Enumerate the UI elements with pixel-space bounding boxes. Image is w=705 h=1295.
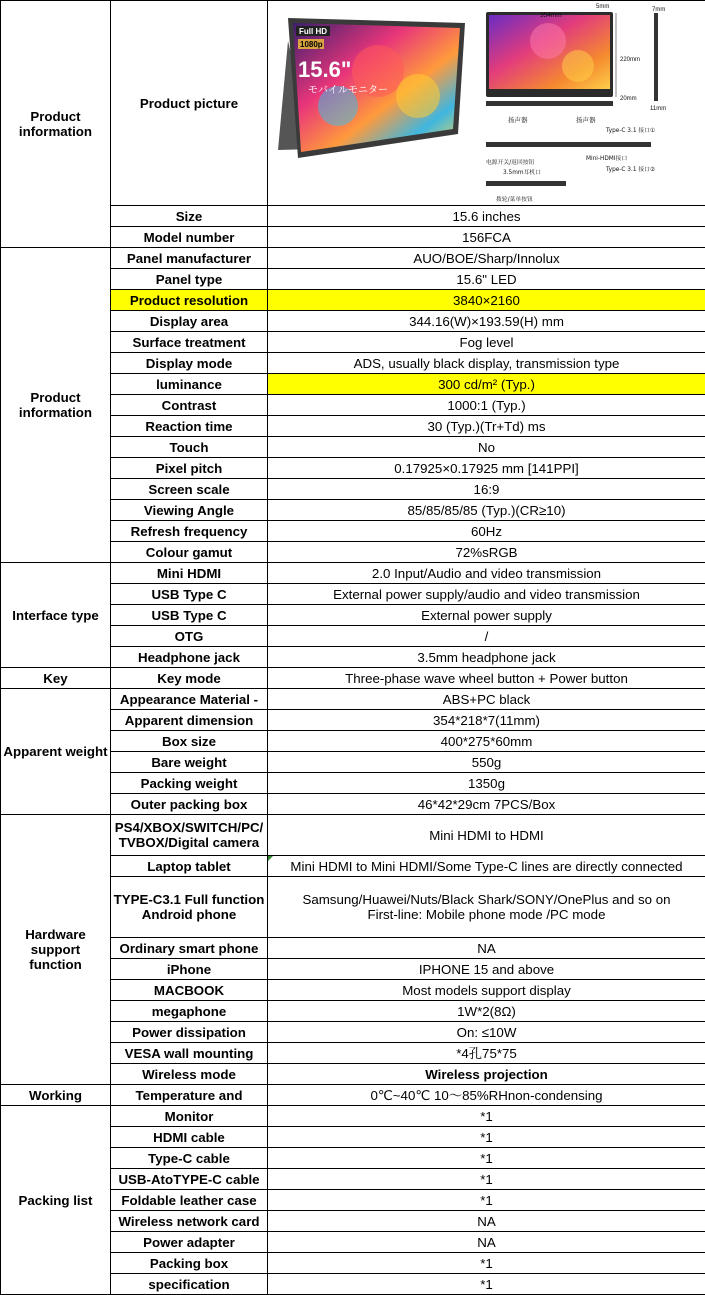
param-label-highlight: Product resolution: [111, 290, 268, 311]
param-label: Mini HDMI: [111, 563, 268, 584]
param-value: *1: [268, 1274, 705, 1295]
svg-text:5mm: 5mm: [596, 4, 609, 10]
param-value: 1000:1 (Typ.): [268, 395, 705, 416]
param-value: *1: [268, 1127, 705, 1148]
param-label: Wireless projection: [268, 1064, 705, 1085]
param-label: Panel type: [111, 269, 268, 290]
table-row: [1, 1, 705, 206]
param-label: USB-AtoTYPE-C cable: [111, 1169, 268, 1190]
param-value: Fog level: [268, 332, 705, 353]
param-label: Key mode: [111, 668, 268, 689]
param-value: 72%sRGB: [268, 542, 705, 563]
param-value-line-2: First-line: Mobile phone mode /PC mode: [270, 907, 703, 922]
param-value: 30 (Typ.)(Tr+Td) ms: [268, 416, 705, 437]
param-label: MACBOOK: [111, 980, 268, 1001]
param-value: On: ≤10W: [268, 1022, 705, 1043]
param-value: *1: [268, 1106, 705, 1127]
param-value: *1: [268, 1169, 705, 1190]
param-label: OTG: [111, 626, 268, 647]
param-value: ABS+PC black: [268, 689, 705, 710]
param-label: Laptop tablet: [111, 856, 268, 877]
section-product-information-2: Product information: [1, 248, 111, 563]
param-label: Bare weight: [111, 752, 268, 773]
param-value: 85/85/85/85 (Typ.)(CR≥10): [268, 500, 705, 521]
svg-text:15.6": 15.6": [298, 57, 351, 82]
param-label: Box size: [111, 731, 268, 752]
param-label: Packing weight: [111, 773, 268, 794]
param-value: No: [268, 437, 705, 458]
param-label: Foldable leather case: [111, 1190, 268, 1211]
param-value: 550g: [268, 752, 705, 773]
param-value: 3.5mm headphone jack: [268, 647, 705, 668]
product-picture: [268, 1, 705, 206]
svg-text:Full HD: Full HD: [299, 27, 327, 36]
table-row: [1, 248, 705, 269]
param-value: 1350g: [268, 773, 705, 794]
param-value: [268, 856, 705, 877]
param-value: Most models support display: [268, 980, 705, 1001]
section-hardware-support: Hardware support function: [1, 815, 111, 1085]
param-value-highlight: 3840×2160: [268, 290, 705, 311]
param-label: Temperature and: [111, 1085, 268, 1106]
param-value: External power supply/audio and video transmission: [268, 584, 705, 605]
section-key: Key: [1, 668, 111, 689]
param-value-line-1: Samsung/Huawei/Nuts/Black Shark/SONY/OnePlus and so on: [270, 892, 703, 907]
param-value: 344.16(W)×193.59(H) mm: [268, 311, 705, 332]
param-value: External power supply: [268, 605, 705, 626]
param-label: Display area: [111, 311, 268, 332]
param-label: Appearance Material -: [111, 689, 268, 710]
param-value: /: [268, 626, 705, 647]
param-value: Three-phase wave wheel button + Power button: [268, 668, 705, 689]
param-value: Mini HDMI to HDMI: [268, 815, 705, 856]
param-value: NA: [268, 1211, 705, 1232]
param-value: [268, 877, 705, 938]
param-label: Refresh frequency: [111, 521, 268, 542]
param-value: 60Hz: [268, 521, 705, 542]
param-label: Type-C cable: [111, 1148, 268, 1169]
svg-text:电源开关/返回按钮: 电源开关/返回按钮: [486, 158, 535, 166]
param-label: Panel manufacturer: [111, 248, 268, 269]
svg-text:Type-C 3.1 接口①: Type-C 3.1 接口①: [605, 126, 655, 134]
param-value: NA: [268, 938, 705, 959]
param-label: Surface treatment: [111, 332, 268, 353]
section-wireless-mode: Wireless mode: [111, 1064, 268, 1085]
param-label: Ordinary smart phone: [111, 938, 268, 959]
svg-text:扬声器: 扬声器: [576, 115, 596, 124]
param-label: Outer packing box: [111, 794, 268, 815]
svg-text:7mm: 7mm: [652, 7, 665, 13]
param-value: IPHONE 15 and above: [268, 959, 705, 980]
param-label: Contrast: [111, 395, 268, 416]
param-label: Reaction time: [111, 416, 268, 437]
param-label: Size: [111, 206, 268, 227]
param-value-text: Mini HDMI to Mini HDMI/Some Type-C lines are directly connected: [290, 859, 682, 874]
param-value: *1: [268, 1148, 705, 1169]
svg-text:20mm: 20mm: [620, 96, 637, 102]
param-label: Model number: [111, 227, 268, 248]
param-value: 16:9: [268, 479, 705, 500]
param-label: megaphone: [111, 1001, 268, 1022]
svg-text:220mm: 220mm: [620, 57, 640, 63]
param-label: Display mode: [111, 353, 268, 374]
param-label: Power dissipation: [111, 1022, 268, 1043]
monitor-illustration: [268, 1, 704, 205]
param-label: PS4/XBOX/SWITCH/PC/ TVBOX/Digital camera: [111, 815, 268, 856]
section-product-information-1: Product information: [1, 1, 111, 248]
param-label: Colour gamut: [111, 542, 268, 563]
svg-text:3.5mm耳机口: 3.5mm耳机口: [503, 168, 541, 176]
param-value: 46*42*29cm 7PCS/Box: [268, 794, 705, 815]
param-label: Headphone jack: [111, 647, 268, 668]
svg-text:Type-C 3.1 接口②: Type-C 3.1 接口②: [605, 165, 655, 173]
section-working: Working: [1, 1085, 111, 1106]
param-value: 15.6 inches: [268, 206, 705, 227]
section-apparent-weight: Apparent weight: [1, 689, 111, 815]
param-value: *4孔75*75: [268, 1043, 705, 1064]
param-label: USB Type C: [111, 605, 268, 626]
param-label: USB Type C: [111, 584, 268, 605]
param-label: Touch: [111, 437, 268, 458]
section-packing-list: Packing list: [1, 1106, 111, 1295]
svg-text:拨轮/菜单按钮: 拨轮/菜单按钮: [496, 195, 533, 203]
param-value: 0.17925×0.17925 mm [141PPI]: [268, 458, 705, 479]
svg-text:扬声器: 扬声器: [508, 115, 528, 124]
param-label: Pixel pitch: [111, 458, 268, 479]
svg-text:354mm: 354mm: [540, 12, 562, 19]
product-picture-label: Product picture: [111, 1, 268, 206]
param-label: Wireless network card: [111, 1211, 268, 1232]
param-value: 1W*2(8Ω): [268, 1001, 705, 1022]
param-label: Screen scale: [111, 479, 268, 500]
param-label: Viewing Angle: [111, 500, 268, 521]
param-label: iPhone: [111, 959, 268, 980]
param-label: Packing box: [111, 1253, 268, 1274]
param-value: 354*218*7(11mm): [268, 710, 705, 731]
svg-text:Mini-HDMI接口: Mini-HDMI接口: [586, 154, 627, 162]
param-label: HDMI cable: [111, 1127, 268, 1148]
param-value: *1: [268, 1253, 705, 1274]
svg-text:11mm: 11mm: [650, 106, 666, 112]
svg-text:モバイルモニター: モバイルモニター: [308, 84, 388, 96]
param-label: Apparent dimension: [111, 710, 268, 731]
param-label: Monitor: [111, 1106, 268, 1127]
param-label: specification: [111, 1274, 268, 1295]
param-value: 0℃~40℃ 10～85%RHnon-condensing: [268, 1085, 705, 1106]
param-value: 156FCA: [268, 227, 705, 248]
param-label: luminance: [111, 374, 268, 395]
param-label: TYPE-C3.1 Full function Android phone: [111, 877, 268, 938]
param-value: NA: [268, 1232, 705, 1253]
param-label: VESA wall mounting: [111, 1043, 268, 1064]
param-value: 400*275*60mm: [268, 731, 705, 752]
param-label: Power adapter: [111, 1232, 268, 1253]
param-value: 2.0 Input/Audio and video transmission: [268, 563, 705, 584]
comment-marker: [268, 856, 273, 861]
param-value-highlight: 300 cd/m² (Typ.): [268, 374, 705, 395]
param-value: *1: [268, 1190, 705, 1211]
svg-text:1080p: 1080p: [300, 40, 323, 49]
section-interface-type: Interface type: [1, 563, 111, 668]
param-value: 15.6" LED: [268, 269, 705, 290]
param-value: AUO/BOE/Sharp/Innolux: [268, 248, 705, 269]
param-value: ADS, usually black display, transmission type: [268, 353, 705, 374]
